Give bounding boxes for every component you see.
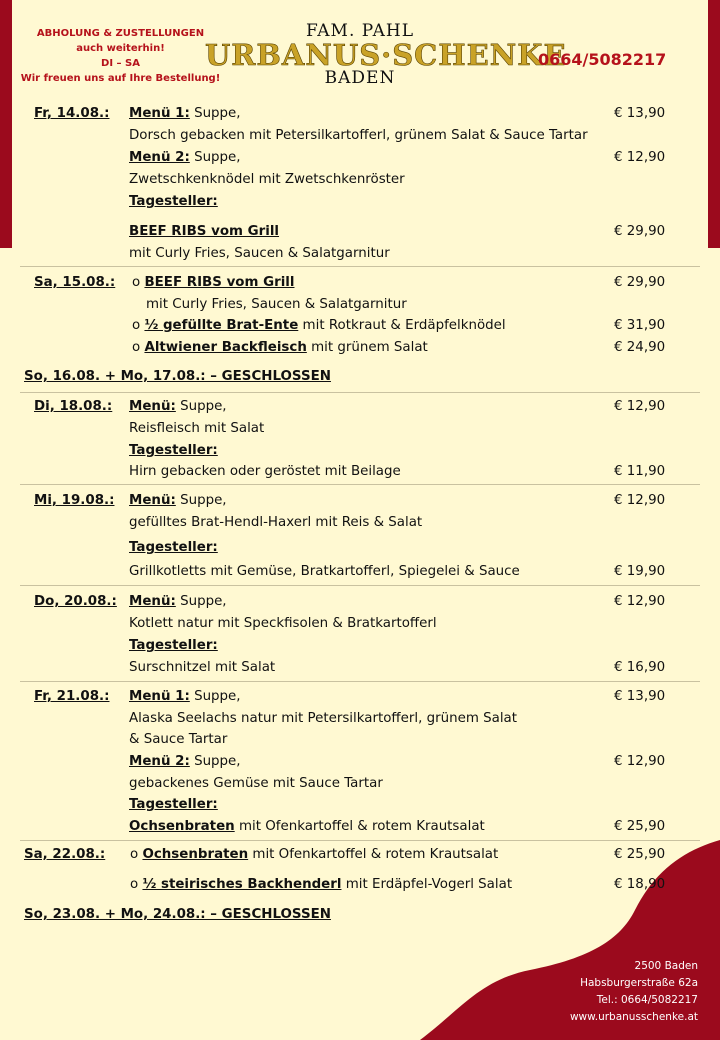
notice-line-3: DI – SA [101, 58, 140, 69]
menu-line [129, 819, 485, 835]
logo-name: URBANUS·SCHENKE [205, 38, 567, 72]
dish-label: Tagesteller: [129, 194, 218, 209]
menu-line [129, 689, 241, 705]
dish-label: Menü 1: [129, 689, 190, 704]
dish-price: € 31,90 [614, 318, 666, 333]
menu-line [132, 340, 428, 356]
bullet: o [130, 877, 143, 892]
dish-label: Altwiener Backfleisch [144, 340, 307, 355]
menu-line [129, 172, 405, 188]
day-separator [20, 392, 700, 393]
dish-text: mit Curly Fries, Saucen & Salatgarnitur [146, 297, 407, 312]
dish-text: Suppe, [175, 594, 227, 609]
dish-text: mit Rotkraut & Erdäpfelknödel [298, 318, 506, 333]
day-separator [20, 266, 700, 267]
menu-line [129, 399, 227, 415]
day-date: Fr, 14.08.: [34, 106, 110, 121]
menu-line [132, 318, 506, 334]
dish-label: ½ steirisches Backhenderl [142, 877, 342, 892]
dish-text: Zwetschkenknödel mit Zwetschkenröster [129, 172, 405, 187]
menu-line [129, 660, 275, 676]
dish-text: Dorsch gebacken mit Petersilkartofferl, grünem Salat & Sauce Tartar [129, 128, 588, 143]
menu-line [129, 224, 279, 240]
day-date: Do, 20.08.: [34, 594, 117, 609]
right-red-border [708, 0, 720, 248]
dish-text: mit Erdäpfel-Vogerl Salat [341, 877, 513, 892]
menu-line [129, 594, 227, 610]
dish-label: Menü: [129, 399, 176, 414]
notice-line-4: Wir freuen uns auf Ihre Bestellung! [20, 73, 221, 84]
day-date: Di, 18.08.: [34, 399, 113, 414]
dish-label: Tagesteller: [129, 797, 218, 812]
dish-label: Menü: [129, 493, 176, 508]
dish-price: € 25,90 [614, 819, 666, 834]
menu-line [129, 464, 401, 480]
dish-label: Menü: [129, 594, 176, 609]
dish-price: € 13,90 [614, 689, 666, 704]
menu-line [129, 754, 241, 770]
dish-text: mit Ofenkartoffel & rotem Krautsalat [248, 847, 499, 862]
menu-line [129, 711, 517, 727]
dish-price: € 12,90 [614, 754, 666, 769]
menu-line [129, 776, 383, 792]
dish-price: € 19,90 [614, 564, 666, 579]
dish-text: Hirn gebacken oder geröstet mit Beilage [129, 464, 401, 479]
dish-label: Menü 2: [129, 754, 190, 769]
dish-price: € 29,90 [614, 224, 666, 239]
menu-line [129, 797, 218, 813]
day-date: Sa, 15.08.: [34, 275, 116, 290]
menu-line [129, 246, 390, 262]
dish-text: Suppe, [175, 399, 227, 414]
bullet: o [132, 275, 145, 290]
dish-text: Suppe, [175, 493, 227, 508]
dish-label: Ochsenbraten [129, 819, 235, 834]
closed-notice: So, 23.08. + Mo, 24.08.: – GESCHLOSSEN [24, 907, 331, 922]
logo-family: FAM. PAHL [305, 21, 415, 41]
dish-label: Tagesteller: [129, 540, 218, 555]
logo-city: BADEN [324, 68, 396, 88]
day-separator [20, 484, 700, 485]
dish-label: Menü 1: [129, 106, 190, 121]
dish-price: € 13,90 [614, 106, 666, 121]
dish-text: mit Ofenkartoffel & rotem Krautsalat [234, 819, 485, 834]
dish-text: mit grünem Salat [306, 340, 428, 355]
footer-street: Habsburgerstraße 62a [580, 977, 698, 989]
dish-text: gefülltes Brat-Hendl-Haxerl mit Reis & Salat [129, 515, 423, 530]
notice-line-2: auch weiterhin! [76, 43, 165, 54]
dish-price: € 11,90 [614, 464, 666, 479]
menu-line [129, 564, 520, 580]
menu-line [129, 128, 588, 144]
menu-line [129, 421, 264, 437]
dish-label: BEEF RIBS vom Grill [129, 224, 280, 239]
dish-label: ½ gefüllte Brat-Ente [144, 318, 299, 333]
dish-text: Reisfleisch mit Salat [129, 421, 265, 436]
menu-line [129, 732, 227, 748]
day-separator [20, 585, 700, 586]
dish-text: Surschnitzel mit Salat [129, 660, 276, 675]
dish-label: Menü 2: [129, 150, 190, 165]
menu-line [129, 106, 241, 122]
menu-line [129, 540, 218, 556]
dish-text: gebackenes Gemüse mit Sauce Tartar [129, 776, 383, 791]
dish-text: Suppe, [189, 106, 241, 121]
menu-line [129, 443, 218, 459]
day-separator [20, 681, 700, 682]
footer-website: www.urbanusschenke.at [569, 1011, 698, 1023]
dish-text: Suppe, [189, 689, 241, 704]
closed-notice: So, 16.08. + Mo, 17.08.: – GESCHLOSSEN [24, 369, 331, 384]
menu-line [129, 515, 422, 531]
dish-text: Grillkotletts mit Gemüse, Bratkartofferl, Spiegelei & Sauce [129, 564, 520, 579]
restaurant-logo [205, 21, 567, 88]
menu-line [132, 275, 294, 291]
dish-text: & Sauce Tartar [129, 732, 228, 747]
footer-postcode: 2500 Baden [634, 960, 698, 972]
menu-line [129, 638, 218, 654]
dish-label: BEEF RIBS vom Grill [144, 275, 295, 290]
menu-line [130, 847, 498, 863]
dish-price: € 29,90 [614, 275, 666, 290]
dish-price: € 18,90 [614, 877, 666, 892]
dish-price: € 16,90 [614, 660, 666, 675]
dish-price: € 12,90 [614, 399, 666, 414]
dish-text: Suppe, [189, 754, 241, 769]
dish-text: Alaska Seelachs natur mit Petersilkartofferl, grünem Salat [129, 711, 518, 726]
dish-price: € 25,90 [614, 847, 666, 862]
header-phone: 0664/5082217 [538, 50, 667, 69]
dish-label: Tagesteller: [129, 443, 218, 458]
bullet: o [132, 340, 145, 355]
menu-line [129, 616, 437, 632]
dish-price: € 12,90 [614, 493, 666, 508]
notice-line-1: ABHOLUNG & ZUSTELLUNGEN [36, 28, 205, 39]
dish-price: € 24,90 [614, 340, 666, 355]
footer-phone: Tel.: 0664/5082217 [596, 994, 698, 1006]
menu-line [146, 297, 407, 313]
menu-line [130, 877, 512, 893]
footer-contact [570, 958, 698, 1026]
day-date: Sa, 22.08.: [24, 847, 106, 862]
dish-text: mit Curly Fries, Saucen & Salatgarnitur [129, 246, 390, 261]
dish-price: € 12,90 [614, 594, 666, 609]
dish-label: Tagesteller: [129, 638, 218, 653]
menu-line [129, 194, 218, 210]
day-date: Fr, 21.08.: [34, 689, 110, 704]
dish-text: Suppe, [189, 150, 241, 165]
dish-price: € 12,90 [614, 150, 666, 165]
day-date: Mi, 19.08.: [34, 493, 115, 508]
left-red-border [0, 0, 12, 248]
bullet: o [130, 847, 143, 862]
dish-text: Kotlett natur mit Speckfisolen & Bratkartofferl [129, 616, 437, 631]
order-notice [18, 26, 223, 86]
menu-line [129, 150, 241, 166]
menu-line [129, 493, 227, 509]
day-separator [20, 840, 700, 841]
bullet: o [132, 318, 145, 333]
dish-label: Ochsenbraten [142, 847, 249, 862]
